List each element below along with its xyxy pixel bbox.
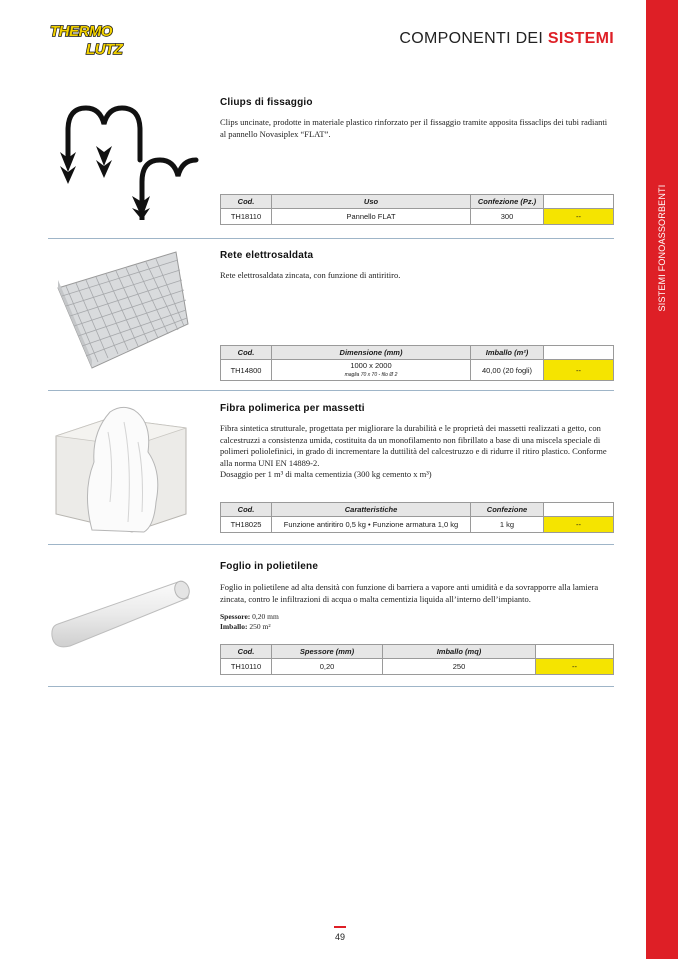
page-number-mark <box>334 926 346 928</box>
th-dimensione: Dimensione (mm) <box>272 346 471 360</box>
sidebar-red-band <box>646 0 678 959</box>
clips-image <box>50 100 200 220</box>
section-title-fiber: Fibra polimerica per massetti <box>220 403 365 414</box>
th-confezione: Confezione (Pz.) <box>471 195 544 209</box>
cell-code: TH14800 <box>221 360 272 381</box>
polyethylene-roll-image <box>48 576 192 654</box>
th-confezione: Confezione <box>471 503 544 517</box>
page-header-title: COMPONENTI DEI SISTEMI <box>399 30 614 47</box>
th-cod: Cod. <box>221 503 272 517</box>
th-blank <box>544 195 614 209</box>
cell-code: TH18025 <box>221 517 272 533</box>
cell-confezione: 300 <box>471 209 544 225</box>
th-spessore: Spessore (mm) <box>272 645 383 659</box>
th-imballo: Imballo (m²) <box>471 346 544 360</box>
spec-thickness: Spessore: 0,20 mm <box>220 612 279 621</box>
th-blank <box>544 346 614 360</box>
table-fiber <box>220 502 614 533</box>
cell-price: -- <box>544 209 614 225</box>
svg-text:LUTZ: LUTZ <box>86 41 123 58</box>
section-desc-poly: Foglio in polietilene ad alta densità con funzione di barriera a vapore anti umidità e da sovrapporre alla lamiera zincata, contro le infiltrazioni di acqua o malta cementizia liquida all’interno dell’impianto. <box>220 582 599 604</box>
page-number: 49 <box>334 932 345 942</box>
th-cod: Cod. <box>221 645 272 659</box>
cell-price: -- <box>536 659 614 675</box>
cell-spessore: 0,20 <box>272 659 383 675</box>
th-uso: Uso <box>272 195 471 209</box>
table-clips <box>220 194 614 225</box>
section-desc-mesh: Rete elettrosaldata zincata, con funzione di antiritiro. <box>220 270 401 280</box>
section-divider <box>48 544 614 545</box>
th-cod: Cod. <box>221 195 272 209</box>
section-title-mesh: Rete elettrosaldata <box>220 250 314 261</box>
th-caratteristiche: Caratteristiche <box>272 503 471 517</box>
cell-code: TH18110 <box>221 209 272 225</box>
svg-text:THERMO: THERMO <box>50 23 112 40</box>
cell-dimensione: 1000 x 2000 maglia 70 x 70 - filo Ø 2 <box>272 360 471 381</box>
cell-uso: Pannello FLAT <box>272 209 471 225</box>
cell-confezione: 1 kg <box>471 517 544 533</box>
dosage-note: Dosaggio per 1 m³ di malta cementizia (300 kg cemento x m³) <box>220 469 432 479</box>
th-imballo: Imballo (mq) <box>383 645 536 659</box>
cell-price: -- <box>544 360 614 381</box>
spec-packaging: Imballo: 250 m² <box>220 622 271 631</box>
cell-imballo: 40,00 (20 fogli) <box>471 360 544 381</box>
th-cod: Cod. <box>221 346 272 360</box>
cell-imballo: 250 <box>383 659 536 675</box>
section-desc-fiber: Fibra sintetica strutturale, progettata per migliorare la durabilità e le proprietà dei massetti realizzati a getto, con calcestruzzi a consistenza umida, costituita da un monofilamento non fibrillato a base di una miscela speciale di polimeri poliolefinici, in grado di incrementare la duttilità del calcestruzzo e di ridurre il ritiro plastico. Conforme alla norma UNI EN 14889-2. Dosaggio per 1 m³ di malta cementizia (300 kg cemento x m³) <box>220 423 607 479</box>
section-divider <box>48 686 614 687</box>
section-title-clips: Cliups di fissaggio <box>220 97 313 108</box>
fiber-bag-image <box>52 402 190 536</box>
section-divider <box>48 390 614 391</box>
cell-caratteristiche: Funzione antiritiro 0,5 kg • Funzione armatura 1,0 kg <box>272 517 471 533</box>
section-title-poly: Foglio in polietilene <box>220 561 319 572</box>
table-mesh <box>220 345 614 381</box>
section-desc-clips: Clips uncinate, prodotte in materiale plastico rinforzato per il fissaggio tramite apposita fissaclips dei tubi radianti al pannello Novasiplex “FLAT”. <box>220 117 608 139</box>
poly-specs <box>220 612 614 632</box>
table-poly <box>220 644 614 675</box>
cell-price: -- <box>544 517 614 533</box>
section-divider <box>48 238 614 239</box>
th-blank <box>536 645 614 659</box>
cell-code: TH10110 <box>221 659 272 675</box>
th-blank <box>544 503 614 517</box>
thermolutz-logo <box>48 20 148 60</box>
mesh-image <box>56 248 190 370</box>
